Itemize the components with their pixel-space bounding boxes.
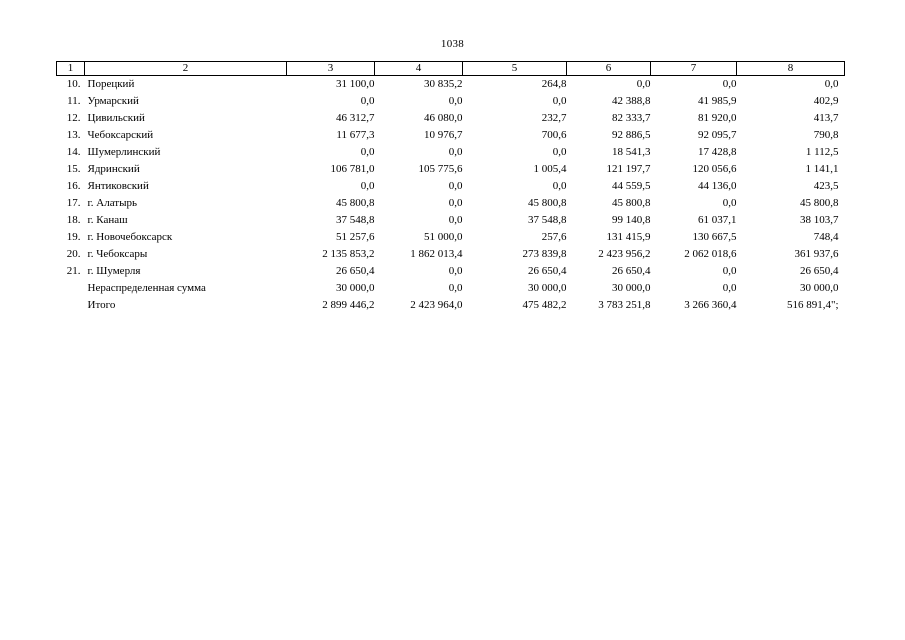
row-number: 16. xyxy=(66,180,81,192)
row-value-col-8: 45 800,8 xyxy=(800,197,839,209)
table-row xyxy=(57,246,845,263)
row-value-col-6: 99 140,8 xyxy=(612,214,651,226)
row-number: 13. xyxy=(66,129,81,141)
row-value-col-4: 0,0 xyxy=(448,197,463,209)
row-value-col-4: 46 080,0 xyxy=(424,112,463,124)
row-value-col-5: 700,6 xyxy=(541,129,567,141)
table-row xyxy=(57,280,845,297)
row-value-col-4: 10 976,7 xyxy=(424,129,463,141)
table-row xyxy=(57,212,845,229)
row-value-col-4: 2 423 964,0 xyxy=(410,299,463,311)
row-number: 20. xyxy=(66,248,81,260)
column-header: 2 xyxy=(85,62,287,76)
row-number: 10. xyxy=(66,78,81,90)
row-value-col-4: 0,0 xyxy=(448,180,463,192)
row-value-col-3: 37 548,8 xyxy=(336,214,375,226)
row-value-col-5: 26 650,4 xyxy=(528,265,567,277)
data-table xyxy=(56,61,845,314)
row-value-col-7: 0,0 xyxy=(722,265,737,277)
row-value-col-5: 30 000,0 xyxy=(528,282,567,294)
row-value-col-3: 51 257,6 xyxy=(336,231,375,243)
column-header: 8 xyxy=(737,62,845,76)
row-value-col-8: 0,0 xyxy=(824,78,839,90)
table-body xyxy=(57,76,845,315)
row-value-col-7: 61 037,1 xyxy=(698,214,737,226)
row-value-col-8: 413,7 xyxy=(813,112,839,124)
table-header xyxy=(57,62,845,76)
page-number: 1038 xyxy=(440,38,465,50)
table-row xyxy=(57,144,845,161)
row-value-col-5: 0,0 xyxy=(552,146,567,158)
row-value-col-3: 46 312,7 xyxy=(336,112,375,124)
row-value-col-6: 131 415,9 xyxy=(606,231,651,243)
row-value-col-6: 92 886,5 xyxy=(612,129,651,141)
row-name: г. Шумерля xyxy=(87,265,141,277)
table-row xyxy=(57,127,845,144)
row-value-col-6: 0,0 xyxy=(636,78,651,90)
row-number xyxy=(57,280,85,297)
row-name: Итого xyxy=(87,299,116,311)
row-number: 12. xyxy=(66,112,81,124)
row-value-col-8: 361 937,6 xyxy=(794,248,839,260)
row-value-col-7: 3 266 360,4 xyxy=(684,299,737,311)
row-name: Шумерлинский xyxy=(87,146,161,158)
row-value-col-6: 42 388,8 xyxy=(612,95,651,107)
row-value-col-4: 0,0 xyxy=(448,265,463,277)
row-value-col-5: 45 800,8 xyxy=(528,197,567,209)
row-value-col-7: 120 056,6 xyxy=(692,163,737,175)
table-row xyxy=(57,195,845,212)
row-number: 19. xyxy=(66,231,81,243)
row-number: 14. xyxy=(66,146,81,158)
row-value-col-8: 790,8 xyxy=(813,129,839,141)
row-value-col-4: 30 835,2 xyxy=(424,78,463,90)
row-value-col-6: 3 783 251,8 xyxy=(598,299,651,311)
row-value-col-7: 2 062 018,6 xyxy=(684,248,737,260)
row-name: Чебоксарский xyxy=(87,129,154,141)
row-value-col-5: 264,8 xyxy=(541,78,567,90)
column-header: 6 xyxy=(567,62,651,76)
row-value-col-5: 273 839,8 xyxy=(522,248,567,260)
column-header: 4 xyxy=(375,62,463,76)
row-value-col-7: 17 428,8 xyxy=(698,146,737,158)
table-row xyxy=(57,178,845,195)
row-value-col-8: 26 650,4 xyxy=(800,265,839,277)
column-header: 1 xyxy=(57,62,85,76)
row-value-col-7: 0,0 xyxy=(722,197,737,209)
row-value-col-3: 0,0 xyxy=(360,146,375,158)
row-value-col-8: 516 891,4"; xyxy=(786,299,839,311)
row-value-col-5: 1 005,4 xyxy=(533,163,567,175)
row-name: Порецкий xyxy=(87,78,135,90)
row-value-col-8: 402,9 xyxy=(813,95,839,107)
row-value-col-4: 0,0 xyxy=(448,282,463,294)
row-value-col-7: 44 136,0 xyxy=(698,180,737,192)
row-value-col-3: 31 100,0 xyxy=(336,78,375,90)
row-value-col-7: 92 095,7 xyxy=(698,129,737,141)
row-value-col-7: 41 985,9 xyxy=(698,95,737,107)
row-value-col-6: 45 800,8 xyxy=(612,197,651,209)
row-value-col-3: 0,0 xyxy=(360,180,375,192)
row-value-col-3: 26 650,4 xyxy=(336,265,375,277)
row-name: г. Канаш xyxy=(87,214,128,226)
row-value-col-7: 130 667,5 xyxy=(692,231,737,243)
row-value-col-4: 51 000,0 xyxy=(424,231,463,243)
row-value-col-3: 2 135 853,2 xyxy=(322,248,375,260)
row-name: Нераспределенная сумма xyxy=(87,282,206,294)
row-value-col-6: 26 650,4 xyxy=(612,265,651,277)
row-name: г. Алатырь xyxy=(87,197,138,209)
row-value-col-5: 0,0 xyxy=(552,180,567,192)
row-value-col-8: 748,4 xyxy=(813,231,839,243)
column-header: 5 xyxy=(463,62,567,76)
table-row xyxy=(57,297,845,314)
row-name: Ядринский xyxy=(87,163,140,175)
row-value-col-3: 2 899 446,2 xyxy=(322,299,375,311)
row-value-col-8: 1 112,5 xyxy=(805,146,839,158)
table-row xyxy=(57,76,845,94)
row-value-col-6: 82 333,7 xyxy=(612,112,651,124)
table-row xyxy=(57,263,845,280)
row-value-col-8: 30 000,0 xyxy=(800,282,839,294)
row-value-col-6: 30 000,0 xyxy=(612,282,651,294)
row-number: 21. xyxy=(66,265,81,277)
row-value-col-5: 37 548,8 xyxy=(528,214,567,226)
row-value-col-5: 475 482,2 xyxy=(522,299,567,311)
row-name: Янтиковский xyxy=(87,180,149,192)
row-value-col-6: 18 541,3 xyxy=(612,146,651,158)
row-name: г. Новочебоксарск xyxy=(87,231,173,243)
row-number: 11. xyxy=(67,95,81,107)
row-value-col-6: 121 197,7 xyxy=(606,163,651,175)
row-value-col-5: 232,7 xyxy=(541,112,567,124)
row-number xyxy=(57,297,85,314)
row-value-col-8: 38 103,7 xyxy=(800,214,839,226)
row-value-col-7: 0,0 xyxy=(722,78,737,90)
row-value-col-5: 257,6 xyxy=(541,231,567,243)
header-row xyxy=(57,62,845,76)
row-value-col-8: 423,5 xyxy=(813,180,839,192)
row-value-col-4: 0,0 xyxy=(448,214,463,226)
table-row xyxy=(57,110,845,127)
column-header: 7 xyxy=(651,62,737,76)
row-name: Цивильский xyxy=(87,112,145,124)
row-value-col-8: 1 141,1 xyxy=(805,163,839,175)
row-value-col-3: 0,0 xyxy=(360,95,375,107)
row-value-col-4: 105 775,6 xyxy=(418,163,463,175)
row-value-col-3: 106 781,0 xyxy=(330,163,375,175)
row-number: 18. xyxy=(66,214,81,226)
row-value-col-7: 81 920,0 xyxy=(698,112,737,124)
column-header: 3 xyxy=(287,62,375,76)
row-name: Урмарский xyxy=(87,95,139,107)
row-name: г. Чебоксары xyxy=(87,248,148,260)
row-value-col-3: 11 677,3 xyxy=(336,129,375,141)
table-row xyxy=(57,93,845,110)
row-value-col-5: 0,0 xyxy=(552,95,567,107)
row-value-col-4: 0,0 xyxy=(448,95,463,107)
row-value-col-6: 2 423 956,2 xyxy=(598,248,651,260)
row-number: 17. xyxy=(66,197,81,209)
row-number: 15. xyxy=(66,163,81,175)
row-value-col-6: 44 559,5 xyxy=(612,180,651,192)
table-row xyxy=(57,161,845,178)
row-value-col-7: 0,0 xyxy=(722,282,737,294)
row-value-col-4: 1 862 013,4 xyxy=(410,248,463,260)
table-row xyxy=(57,229,845,246)
row-value-col-3: 45 800,8 xyxy=(336,197,375,209)
row-value-col-4: 0,0 xyxy=(448,146,463,158)
row-value-col-3: 30 000,0 xyxy=(336,282,375,294)
